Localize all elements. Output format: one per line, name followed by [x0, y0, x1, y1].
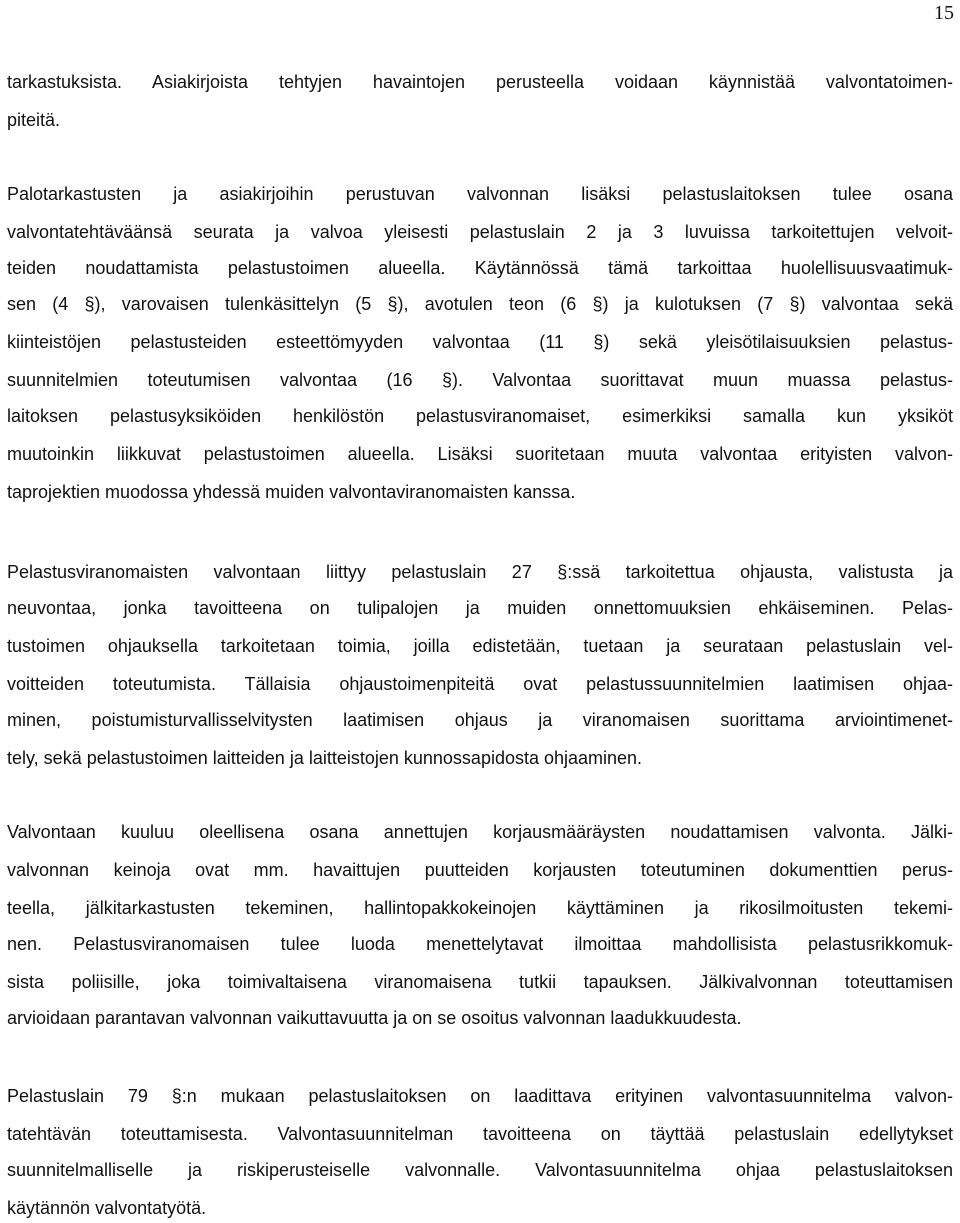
text-line: taprojektien muodossa yhdessä muiden valvontaviranomaisten kanssa. [7, 482, 576, 502]
text-line: Pelastuslain 79 §:n mukaan pelastuslaitoksen on laadittava erityinen valvontasuunnitelma valvon- [7, 1086, 953, 1106]
text-line: kiinteistöjen pelastusteiden esteettömyyden valvontaa (11 §) sekä yleisötilaisuuksien pelastus- [7, 332, 953, 352]
text-line: suunnitelmalliselle ja riskiperusteiselle valvonnalle. Valvontasuunnitelma ohjaa pelastuslaitoksen [7, 1160, 953, 1180]
text-line: neuvontaa, jonka tavoitteena on tulipalojen ja muiden onnettomuuksien ehkäiseminen. Pelas- [7, 598, 953, 618]
text-line: Palotarkastusten ja asiakirjoihin perustuvan valvonnan lisäksi pelastuslaitoksen tulee osana [7, 184, 953, 204]
text-line: sista poliisille, joka toimivaltaisena viranomaisena tutkii tapauksen. Jälkivalvonnan toteuttamisen [7, 972, 953, 992]
text-line: tely, sekä pelastustoimen laitteiden ja laitteistojen kunnossapidosta ohjaaminen. [7, 748, 643, 768]
text-line: arvioidaan parantavan valvonnan vaikuttavuutta ja on se osoitus valvonnan laadukkuudesta. [7, 1008, 742, 1028]
text-line: teella, jälkitarkastusten tekeminen, hallintopakkokeinojen käyttäminen ja rikosilmoitusten tekemi- [7, 898, 953, 918]
text-line: käytännön valvontatyötä. [7, 1198, 207, 1218]
text-line: valvonnan keinoja ovat mm. havaittujen puutteiden korjausten toteutuminen dokumenttien perus- [7, 860, 953, 880]
page-number: 15 [934, 2, 954, 24]
text-line: sen (4 §), varovaisen tulenkäsittelyn (5 §), avotulen teon (6 §) ja kulotuksen (7 §) valvontaa sekä [7, 294, 953, 314]
text-line: tustoimen ohjauksella tarkoitetaan toimia, joilla edistetään, tuetaan ja seurataan pelastuslain vel- [7, 636, 953, 656]
text-line: nen. Pelastusviranomaisen tulee luoda menettelytavat ilmoittaa mahdollisista pelastusrikkomuk- [7, 934, 953, 954]
text-line: tarkastuksista. Asiakirjoista tehtyjen havaintojen perusteella voidaan käynnistää valvontatoimen- [7, 72, 953, 92]
text-line: suunnitelmien toteutumisen valvontaa (16 §). Valvontaa suorittavat muun muassa pelastus- [7, 370, 953, 390]
text-line: muutoinkin liikkuvat pelastustoimen alueella. Lisäksi suoritetaan muuta valvontaa erityisten valvon- [7, 444, 953, 464]
text-line: minen, poistumisturvallisselvitysten laatimisen ohjaus ja viranomaisen suorittama arviointimenet- [7, 710, 953, 730]
text-line: valvontatehtäväänsä seurata ja valvoa yleisesti pelastuslain 2 ja 3 luvuissa tarkoitettujen velvoit- [7, 222, 953, 242]
text-line: piteitä. [7, 110, 61, 130]
text-line: Pelastusviranomaisten valvontaan liittyy pelastuslain 27 §:ssä tarkoitettua ohjausta, valistusta ja [7, 562, 953, 582]
text-line: teiden noudattamista pelastustoimen alueella. Käytännössä tämä tarkoittaa huolellisuusvaatimuk- [7, 258, 953, 278]
text-line: Valvontaan kuuluu oleellisena osana annettujen korjausmääräysten noudattamisen valvonta. Jälki- [7, 822, 953, 842]
text-line: tatehtävän toteuttamisesta. Valvontasuunnitelman tavoitteena on täyttää pelastuslain edellytykset [7, 1124, 953, 1144]
text-line: voitteiden toteutumista. Tällaisia ohjaustoimenpiteitä ovat pelastussuunnitelmien laatimisen ohjaa- [7, 674, 953, 694]
text-line: laitoksen pelastusyksiköiden henkilöstön pelastusviranomaiset, esimerkiksi samalla kun yksiköt [7, 406, 953, 426]
